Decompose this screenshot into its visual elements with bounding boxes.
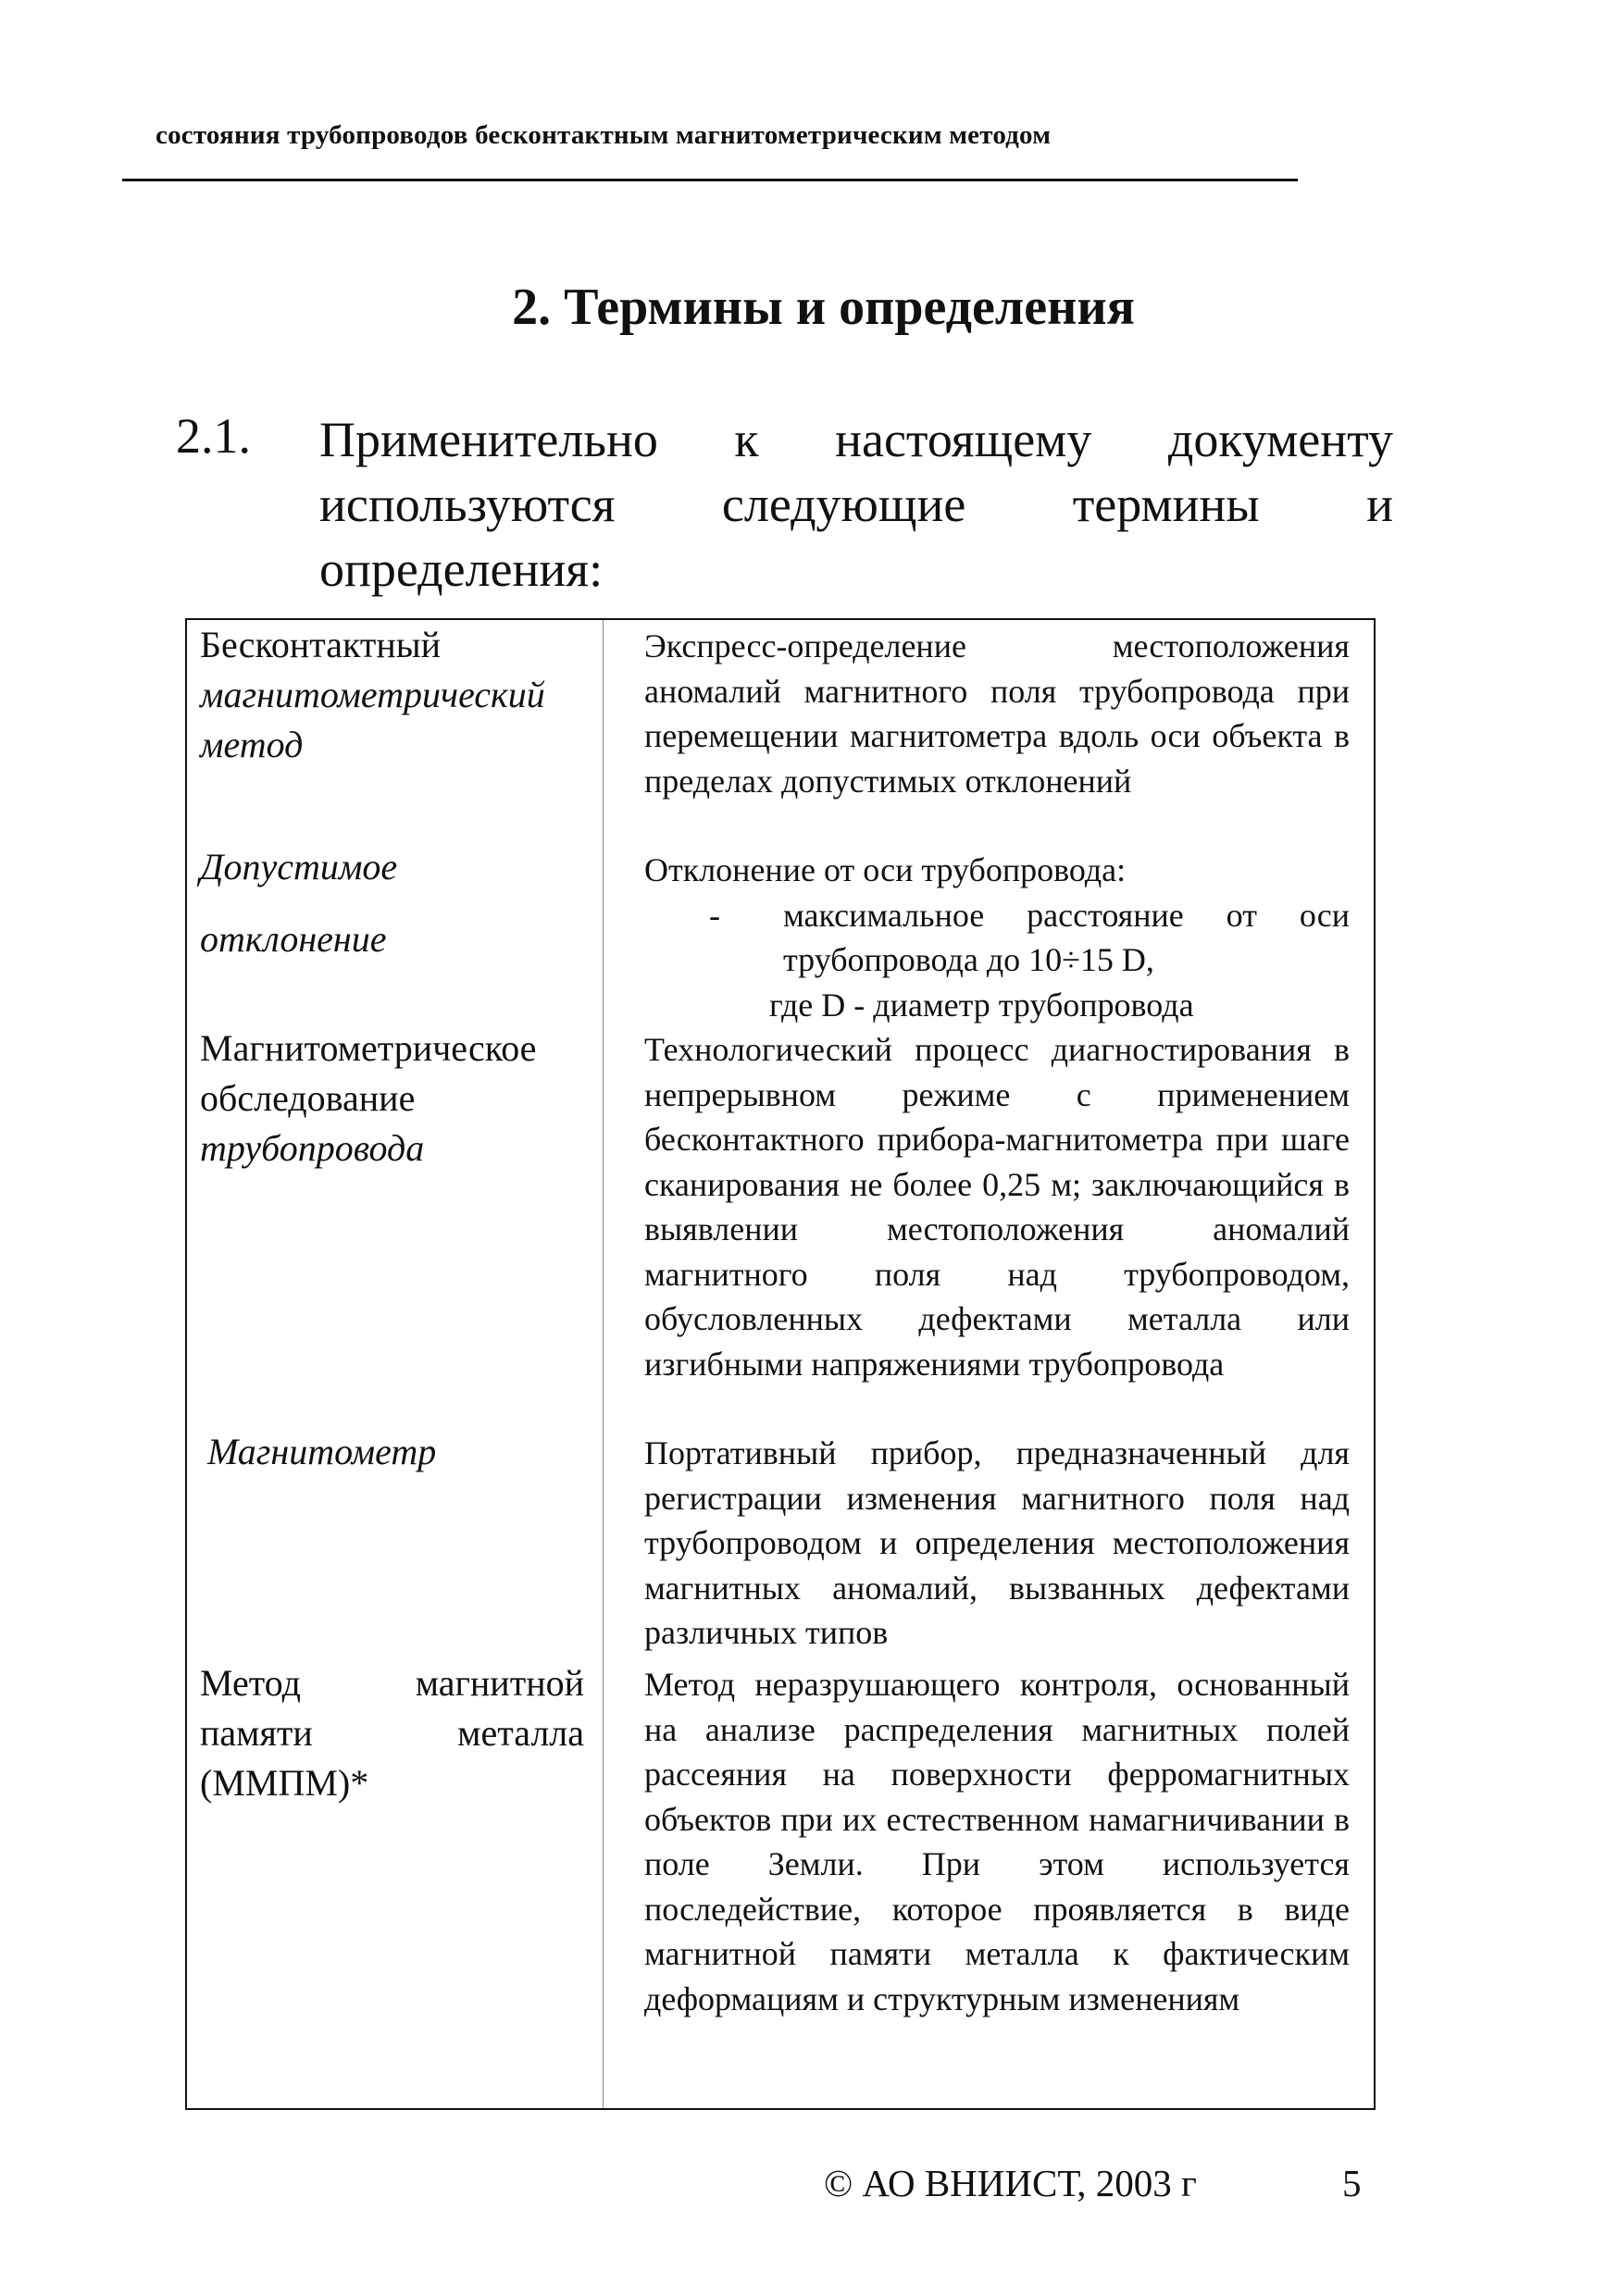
definition-magnetometer: Портативный прибор, предназначенный для регистрации изменения магнитного поля над трубопроводом и определения местоположения магнитных аномалий, вызванных дефектами различных типов: [644, 1434, 1350, 1651]
term-allowed-deviation: [200, 842, 600, 964]
clause-number: 2.1.: [176, 408, 251, 464]
term-line: Допустимое: [200, 846, 398, 887]
bullet-dash: -: [709, 896, 720, 934]
footer-copyright: © АО ВНИИСТ, 2003 г: [824, 2162, 1197, 2204]
definition-metal-magnetic-memory: Метод неразрушающего контроля, основанный на анализе распределения магнитных полей рассеяния на поверхности ферромагнитных объектов при их естественном намагничивании в поле Земли. При этом используется последействие, которое проявляется в виде магнитной памяти металла к фактическим деформациям и структурным изменениям: [644, 1666, 1350, 2017]
term-magnetometric-survey: [200, 1024, 600, 1173]
terms-table: [185, 618, 1376, 2110]
term-line: метод: [200, 724, 304, 765]
running-header: состояния трубопроводов бесконтактным магнитометрическим методом: [156, 120, 1052, 150]
term-line: Бесконтактный: [200, 624, 442, 665]
definition-intro: Отклонение от оси трубопровода:: [644, 851, 1127, 888]
column-divider: [603, 620, 604, 2108]
term-line: отклонение: [200, 918, 387, 960]
clause-text: Применительно к настоящему документу используются следующие термины и определения:: [319, 412, 1393, 597]
term-contactless-method: [200, 620, 600, 770]
bullet-text: максимальное расстояние от оси: [783, 896, 1350, 934]
section-title: 2. Термины и определения: [512, 279, 1135, 336]
definition-magnetometric-survey: Технологический процесс диагностирования в непрерывном режиме с применением бесконтактного прибора-магнитометра при шаге сканирования не более 0,25 м; заключающийся в выявлении местоположения аномалий магнитного поля над трубопроводом, обусловленных дефектами металла или изгибными напряжениями трубопровода: [644, 1031, 1350, 1383]
term-line: магнитометрический: [200, 674, 545, 715]
term-magnetometer: Магнитометр: [207, 1431, 437, 1472]
term-line: обследование: [200, 1077, 416, 1119]
term-metal-magnetic-memory: Метод магнитной памяти металла (ММПМ)*: [200, 1662, 584, 1804]
term-line: Магнитометрическое: [200, 1027, 537, 1069]
bullet-note: где D - диаметр трубопровода: [769, 986, 1194, 1024]
page-number: 5: [1342, 2162, 1362, 2204]
definition-contactless-method: Экспресс-определение местоположения аномалий магнитного поля трубопровода при перемещении магнитометра вдоль оси объекта в пределах допустимых отклонений: [644, 627, 1350, 800]
term-line: трубопровода: [200, 1127, 425, 1169]
definition-allowed-deviation: [644, 848, 1350, 1027]
bullet-continuation: трубопровода до 10÷15 D,: [783, 941, 1154, 978]
bullet-item: [644, 893, 1350, 938]
header-rule: [122, 179, 1298, 181]
